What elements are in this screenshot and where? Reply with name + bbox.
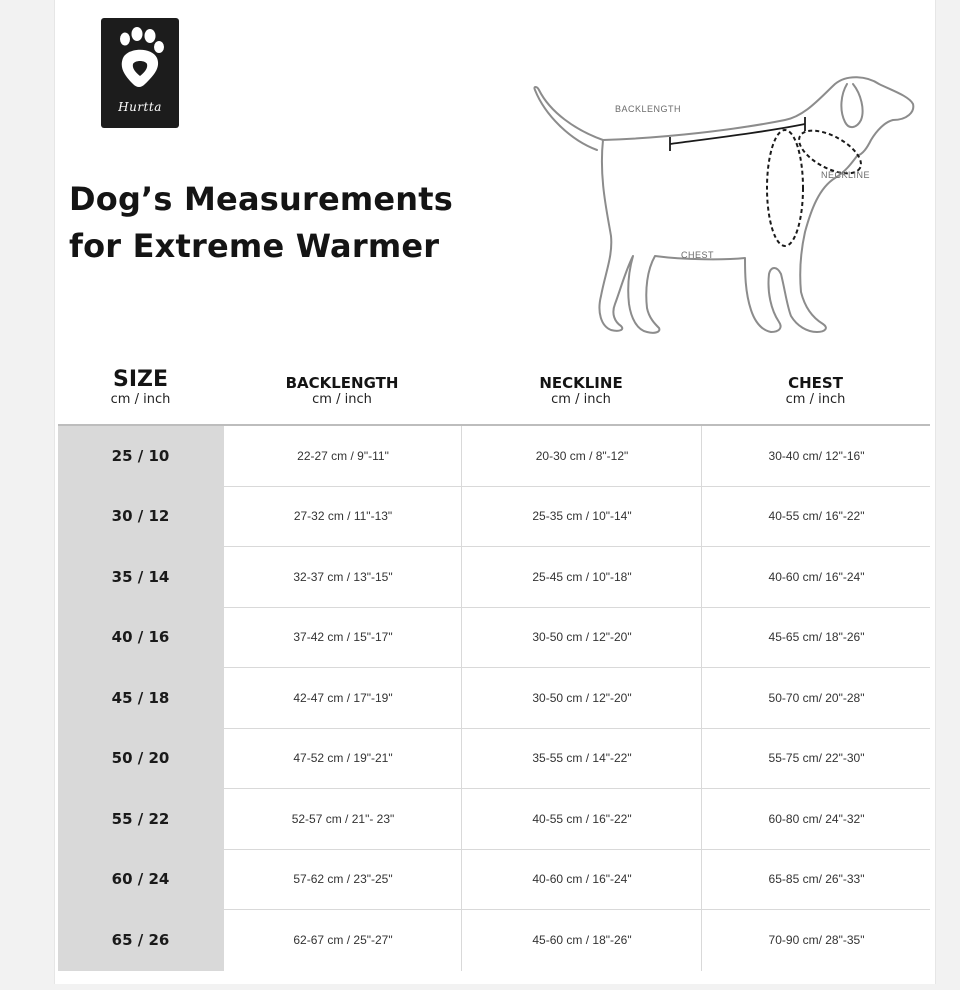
table-row: [58, 668, 930, 729]
table-row: [58, 850, 930, 911]
backlength-label: BACKLENGTH: [615, 104, 682, 114]
chest-cell: 30-40 cm/ 12"-16": [701, 426, 931, 486]
chest-cell: 70-90 cm/ 28"-35": [701, 910, 931, 971]
backlength-cell: 62-67 cm / 25"-27": [223, 910, 462, 971]
size-cell: 55 / 22: [58, 789, 223, 849]
size-cell: 50 / 20: [58, 729, 223, 789]
size-table: [58, 367, 930, 950]
chest-cell: 60-80 cm/ 24"-32": [701, 789, 931, 849]
header-chest: [701, 374, 930, 408]
backlength-cell: 42-47 cm / 17"-19": [223, 668, 462, 728]
neckline-cell: 45-60 cm / 18"-26": [461, 910, 702, 971]
table-row: [58, 608, 930, 669]
backlength-cell: 57-62 cm / 23"-25": [223, 850, 462, 910]
chest-label: CHEST: [681, 250, 715, 260]
header-size-title: SIZE: [112, 367, 168, 392]
size-cell: 30 / 12: [58, 487, 223, 547]
header-backlength: [223, 374, 461, 408]
size-cell: 60 / 24: [58, 850, 223, 910]
table-row: [58, 487, 930, 548]
neckline-cell: 35-55 cm / 14"-22": [461, 729, 702, 789]
size-chart-sheet: [54, 0, 936, 984]
title-line-2: for Extreme Warmer: [69, 227, 440, 265]
chest-cell: 50-70 cm/ 20"-28": [701, 668, 931, 728]
size-cell: 45 / 18: [58, 668, 223, 728]
size-cell: 35 / 14: [58, 547, 223, 607]
table-row: [58, 547, 930, 608]
logo-wordmark: Hurtta: [118, 100, 162, 114]
chest-cell: 40-55 cm/ 16"-22": [701, 487, 931, 547]
neckline-cell: 40-60 cm / 16"-24": [461, 850, 702, 910]
chest-cell: 65-85 cm/ 26"-33": [701, 850, 931, 910]
neckline-cell: 30-50 cm / 12"-20": [461, 608, 702, 668]
table-row: [58, 910, 930, 971]
table-body: [58, 426, 930, 971]
neckline-cell: 25-45 cm / 10"-18": [461, 547, 702, 607]
backlength-cell: 47-52 cm / 19"-21": [223, 729, 462, 789]
neckline-cell: 30-50 cm / 12"-20": [461, 668, 702, 728]
size-cell: 25 / 10: [58, 426, 223, 486]
chest-cell: 55-75 cm/ 22"-30": [701, 729, 931, 789]
dog-ear: [841, 84, 862, 127]
header-chest-unit: cm / inch: [785, 392, 846, 407]
dog-body-outline: [599, 77, 913, 333]
table-row: [58, 789, 930, 850]
header-neckline: [461, 374, 701, 408]
backlength-cell: 22-27 cm / 9"-11": [223, 426, 462, 486]
dog-measurement-diagram: [475, 60, 915, 350]
hurtta-logo: [101, 18, 179, 128]
header-neckline-title: NECKLINE: [539, 374, 623, 392]
header-size-unit: cm / inch: [110, 392, 171, 407]
header-neckline-unit: cm / inch: [551, 392, 611, 407]
chest-ring: [767, 130, 803, 246]
backlength-cell: 37-42 cm / 15"-17": [223, 608, 462, 668]
size-cell: 40 / 16: [58, 608, 223, 668]
header-backlength-unit: cm / inch: [312, 392, 372, 407]
title-line-1: Dog’s Measurements: [69, 180, 454, 218]
size-cell: 65 / 26: [58, 910, 223, 971]
table-header: [58, 368, 930, 424]
page-title: [69, 176, 453, 270]
chest-cell: 45-65 cm/ 18"-26": [701, 608, 931, 668]
neckline-cell: 25-35 cm / 10"-14": [461, 487, 702, 547]
backlength-cell: 27-32 cm / 11"-13": [223, 487, 462, 547]
neckline-cell: 40-55 cm / 16"-22": [461, 789, 702, 849]
table-row: [58, 729, 930, 790]
neckline-label: NECKLINE: [821, 170, 871, 180]
chest-cell: 40-60 cm/ 16"-24": [701, 547, 931, 607]
table-row: [58, 426, 930, 487]
backlength-cell: 32-37 cm / 13"-15": [223, 547, 462, 607]
header-size: [58, 368, 223, 408]
backlength-cell: 52-57 cm / 21"- 23": [223, 789, 462, 849]
dog-tail: [534, 87, 603, 150]
header-chest-title: CHEST: [788, 374, 843, 392]
header-backlength-title: BACKLENGTH: [285, 374, 399, 392]
neckline-cell: 20-30 cm / 8"-12": [461, 426, 702, 486]
